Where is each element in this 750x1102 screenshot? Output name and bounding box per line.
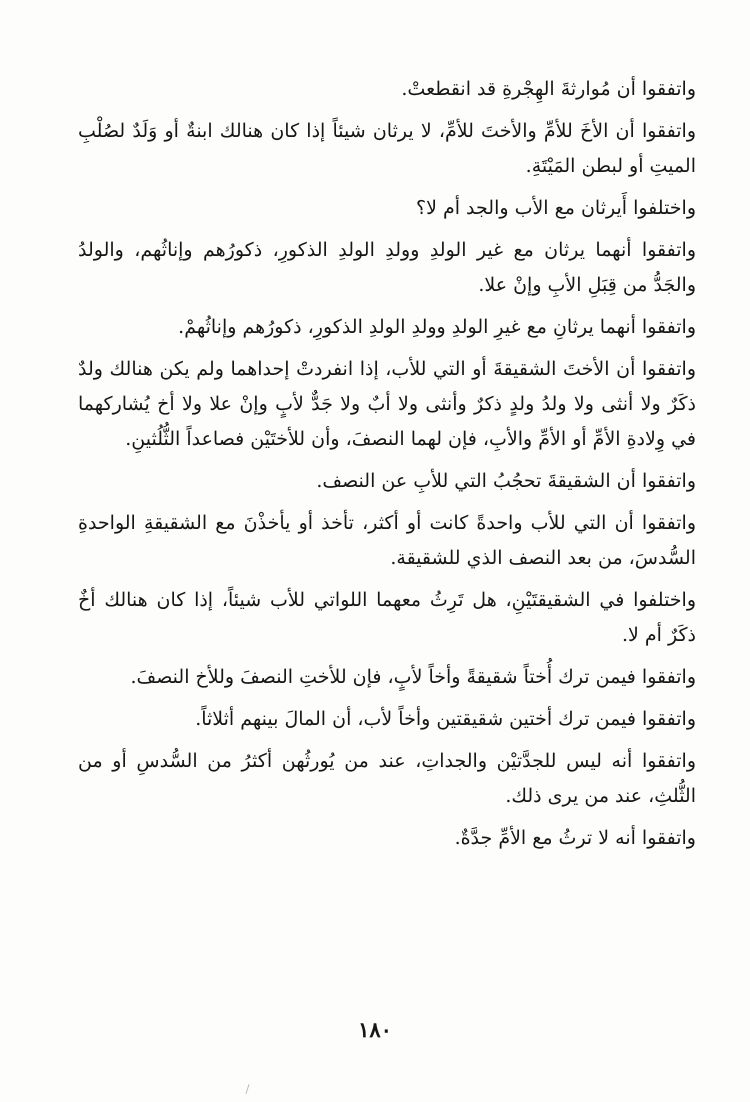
paragraph-6: واتفقوا أن الأختَ الشقيقةَ أو التي للأب، إذا انفردتْ إحداهما ولم يكن هنالك ولدٌ ذكَرٌ ولا أنثى ولا ولدُ ولدٍ ذكرٌ وأنثى ولا أبٌ ولا جَدٌّ لأبٍ وإنْ علا ولا أخ يُشاركهما في وِلادةِ الأمِّ أو الأمِّ والأبِ، فإن لهما النصفَ، وأن للأختَيْن فصاعداً الثُّلُثينِ. <box>78 358 696 450</box>
paragraph-12: واتفقوا أنه ليس للجدَّتيْن والجداتِ، عند من يُورثُهن أكثرُ من السُّدسِ أو من الثُّلثِ، عند من يرى ذلك. <box>78 750 696 807</box>
paragraph-2: واتفقوا أن الأخَ للأمِّ والأختَ للأمِّ، لا يرثان شيئاً إذا كان هنالك ابنةٌ أو وَلَدٌ لصُلْبِ الميتِ أو لبطن المَيْتَةِ. <box>78 120 696 177</box>
paragraph-7: واتفقوا أن الشقيقةَ تحجُبُ التي للأبِ عن النصف. <box>316 470 696 492</box>
paragraph-9: واختلفوا في الشقيقتَيْنِ، هل تَرِثُ معهما اللواتي للأب شيئاً، إذا كان هنالك أخٌ ذكَرٌ أم لا. <box>78 589 696 646</box>
paragraph-3: واختلفوا أَيرثان مع الأب والجد أم لا؟ <box>416 197 696 219</box>
paragraph-8: واتفقوا أن التي للأب واحدةً كانت أو أكثر، تأخذ أو يأخذْنَ مع الشقيقةِ الواحدةِ السُّدسَ، من بعد النصف الذي للشقيقة. <box>78 512 696 569</box>
paragraph-5: واتفقوا أنهما يرثانِ مع غيرِ الولدِ وولدِ الولدِ الذكورِ، ذكورُهم وإناثُهمْ. <box>178 316 696 338</box>
scan-mark <box>245 1084 249 1094</box>
body-text <box>78 72 696 863</box>
paragraph-4: واتفقوا أنهما يرثان مع غير الولدِ وولدِ الولدِ الذكورِ، ذكورُهم وإناثُهم، والولدُ والجَدُّ من قِبَلِ الأبِ وإنْ علا. <box>78 239 696 296</box>
paragraph-1: واتفقوا أن مُوارثةَ الهِجْرةِ قد انقطعتْ. <box>401 78 696 100</box>
paragraph-13: واتفقوا أنه لا ترثُ مع الأمِّ جدَّةٌ. <box>454 827 696 849</box>
paragraph-10: واتفقوا فيمن ترك أُختاً شقيقةً وأخاً لأبٍ، فإن للأختِ النصفَ وللأخ النصفَ. <box>130 666 696 688</box>
page-number: ١٨٠ <box>358 1017 392 1042</box>
paragraph-11: واتفقوا فيمن ترك أختين شقيقتين وأخاً لأب، أن المالَ بينهم أثلاثاً. <box>195 708 696 730</box>
